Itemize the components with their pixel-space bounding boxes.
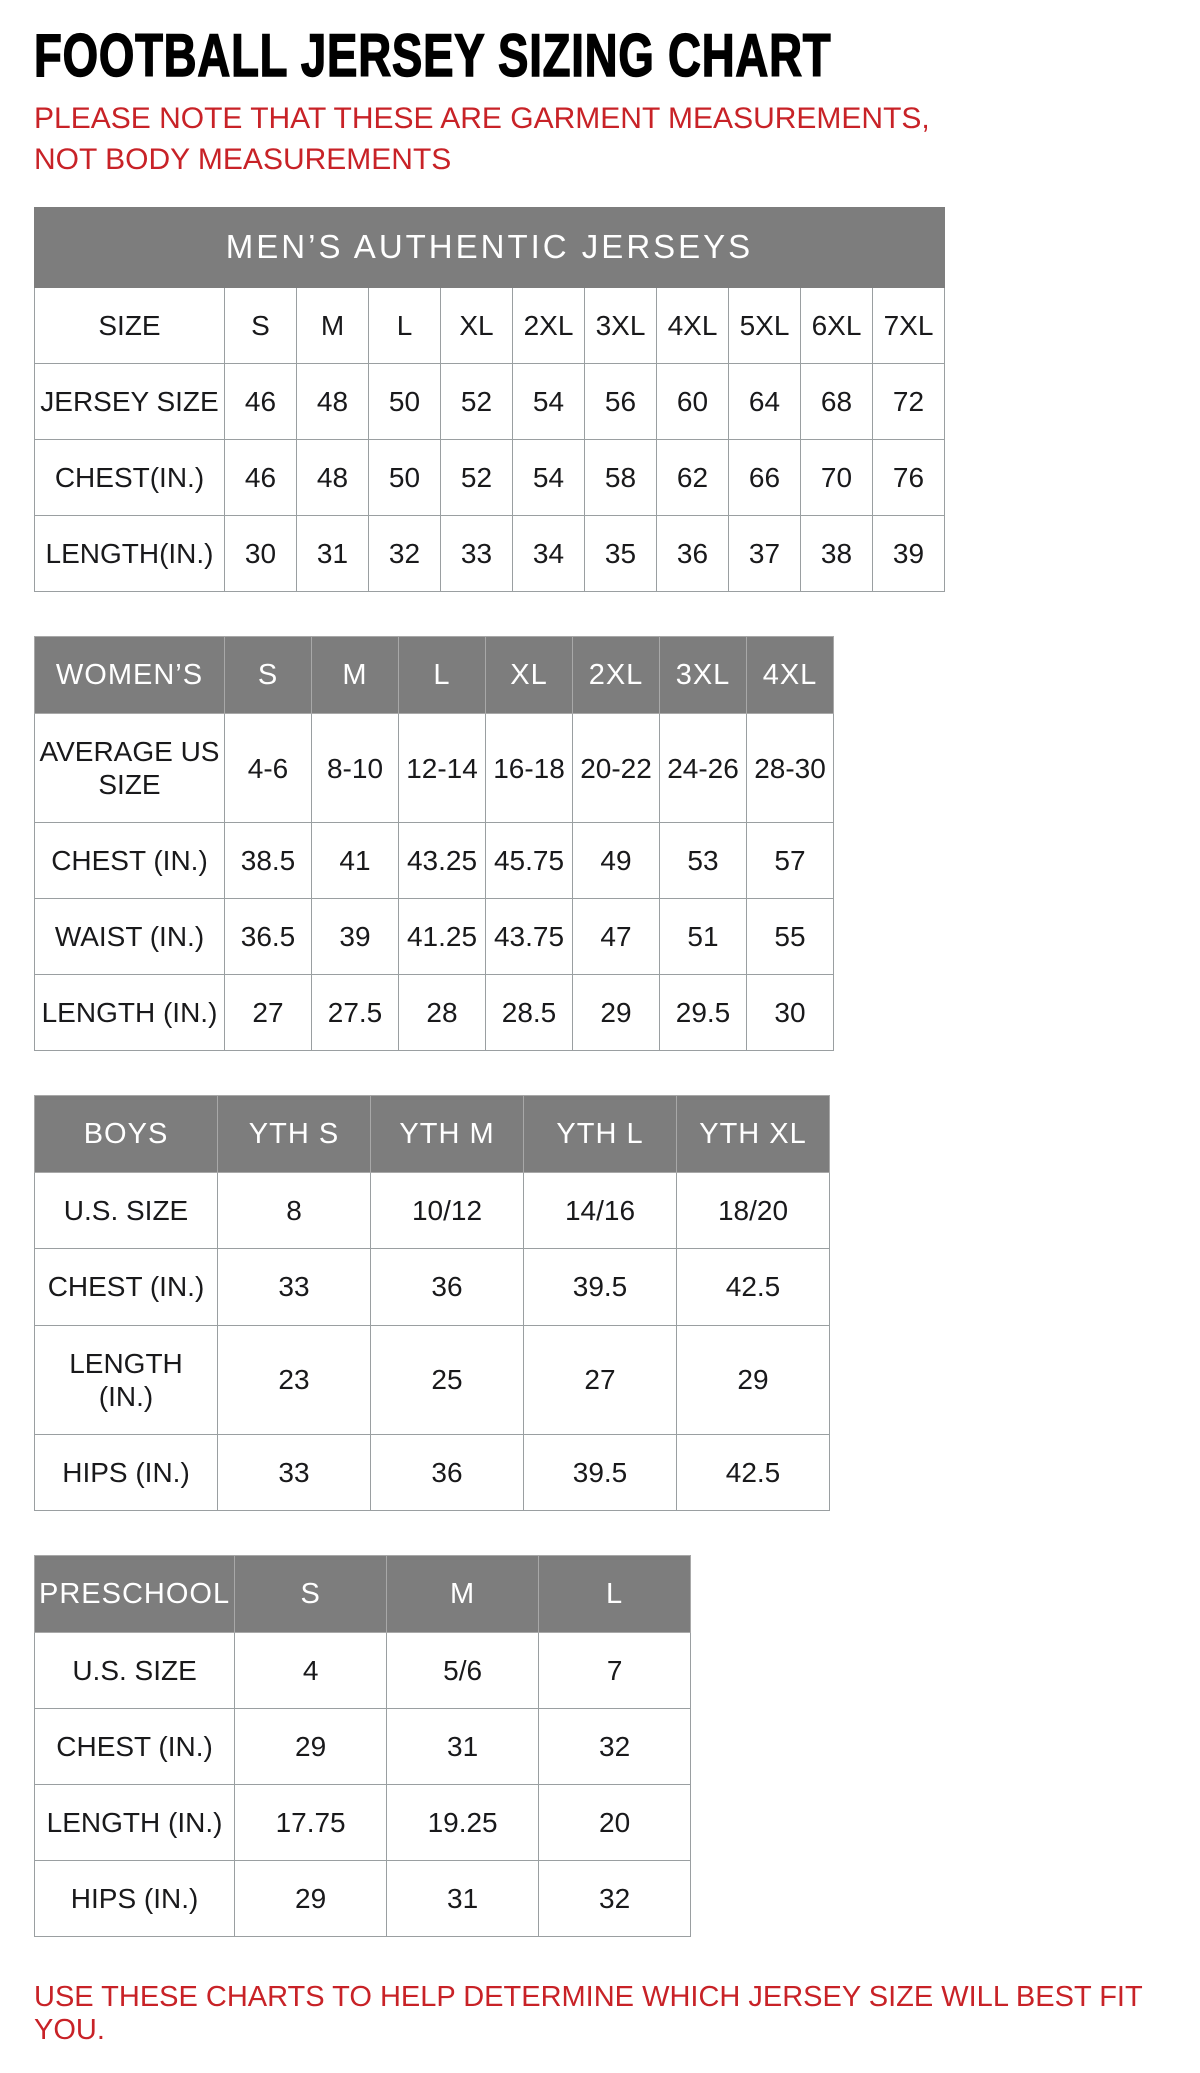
mens-value-cell: 52 (441, 363, 513, 439)
womens-value-cell: 29 (573, 975, 660, 1051)
preschool-value-cell: 29 (235, 1708, 387, 1784)
womens-row-label: LENGTH (IN.) (35, 975, 225, 1051)
preschool-value-cell: 32 (539, 1708, 691, 1784)
womens-value-cell: 57 (747, 823, 834, 899)
boys-row-label: HIPS (IN.) (35, 1434, 218, 1510)
womens-header-cell: 4XL (747, 636, 834, 713)
boys-row-label: U.S. SIZE (35, 1173, 218, 1249)
mens-value-cell: 52 (441, 439, 513, 515)
mens-value-cell: 5XL (729, 287, 801, 363)
womens-value-cell: 43.25 (399, 823, 486, 899)
womens-value-cell: 30 (747, 975, 834, 1051)
boys-value-cell: 23 (218, 1325, 371, 1434)
boys-value-cell: 29 (677, 1325, 830, 1434)
mens-banner: MEN’S AUTHENTIC JERSEYS (35, 207, 945, 287)
boys-row (35, 1325, 830, 1434)
boys-value-cell: 39.5 (524, 1249, 677, 1325)
womens-value-cell: 28 (399, 975, 486, 1051)
mens-value-cell: 36 (657, 515, 729, 591)
womens-value-cell: 49 (573, 823, 660, 899)
womens-value-cell: 47 (573, 899, 660, 975)
mens-value-cell: 56 (585, 363, 657, 439)
womens-header-cell: XL (486, 636, 573, 713)
mens-value-cell: L (369, 287, 441, 363)
womens-header-cell: 2XL (573, 636, 660, 713)
boys-value-cell: 36 (371, 1249, 524, 1325)
mens-value-cell: 34 (513, 515, 585, 591)
mens-value-cell: 32 (369, 515, 441, 591)
mens-value-cell: 50 (369, 439, 441, 515)
mens-value-cell: 35 (585, 515, 657, 591)
preschool-sizing-section (34, 1555, 1172, 1937)
womens-header-row (35, 636, 834, 713)
preschool-value-cell: 31 (387, 1708, 539, 1784)
womens-value-cell: 51 (660, 899, 747, 975)
preschool-header-cell: M (387, 1555, 539, 1632)
preschool-value-cell: 4 (235, 1632, 387, 1708)
preschool-value-cell: 29 (235, 1860, 387, 1936)
preschool-value-cell: 17.75 (235, 1784, 387, 1860)
womens-header-cell: S (225, 636, 312, 713)
mens-row (35, 287, 945, 363)
boys-value-cell: 36 (371, 1434, 524, 1510)
womens-value-cell: 4-6 (225, 714, 312, 823)
boys-row (35, 1434, 830, 1510)
mens-value-cell: M (297, 287, 369, 363)
preschool-row (35, 1860, 691, 1936)
mens-row-label: CHEST(IN.) (35, 439, 225, 515)
boys-value-cell: 39.5 (524, 1434, 677, 1510)
mens-value-cell: 46 (225, 363, 297, 439)
boys-row (35, 1249, 830, 1325)
mens-value-cell: 31 (297, 515, 369, 591)
boys-value-cell: 42.5 (677, 1434, 830, 1510)
mens-authentic-jerseys-section (34, 207, 1172, 592)
mens-value-cell: 38 (801, 515, 873, 591)
womens-row-label: WAIST (IN.) (35, 899, 225, 975)
womens-row (35, 899, 834, 975)
boys-header-cell: BOYS (35, 1096, 218, 1173)
boys-value-cell: 14/16 (524, 1173, 677, 1249)
preschool-value-cell: 7 (539, 1632, 691, 1708)
preschool-value-cell: 20 (539, 1784, 691, 1860)
preschool-value-cell: 19.25 (387, 1784, 539, 1860)
boys-header-cell: YTH M (371, 1096, 524, 1173)
boys-value-cell: 18/20 (677, 1173, 830, 1249)
boys-header-cell: YTH L (524, 1096, 677, 1173)
womens-value-cell: 41 (312, 823, 399, 899)
preschool-table (34, 1555, 691, 1937)
mens-value-cell: 33 (441, 515, 513, 591)
preschool-row-label: LENGTH (IN.) (35, 1784, 235, 1860)
preschool-row-label: CHEST (IN.) (35, 1708, 235, 1784)
mens-value-cell: 68 (801, 363, 873, 439)
fit-advice-note: USE THESE CHARTS TO HELP DETERMINE WHICH JERSEY SIZE WILL BEST FIT YOU. (34, 1980, 1143, 2046)
womens-value-cell: 29.5 (660, 975, 747, 1051)
boys-row-label: CHEST (IN.) (35, 1249, 218, 1325)
womens-row (35, 714, 834, 823)
womens-row (35, 823, 834, 899)
womens-row (35, 975, 834, 1051)
boys-value-cell: 10/12 (371, 1173, 524, 1249)
preschool-header-row (35, 1555, 691, 1632)
garment-measurements-note: PLEASE NOTE THAT THESE ARE GARMENT MEASUREMENTS, NOT BODY MEASUREMENTS (34, 102, 930, 177)
mens-value-cell: 66 (729, 439, 801, 515)
mens-value-cell: 70 (801, 439, 873, 515)
page-title: FOOTBALL JERSEY SIZING CHART (34, 22, 832, 89)
womens-row-label: CHEST (IN.) (35, 823, 225, 899)
mens-value-cell: 48 (297, 363, 369, 439)
womens-value-cell: 24-26 (660, 714, 747, 823)
preschool-value-cell: 31 (387, 1860, 539, 1936)
womens-value-cell: 39 (312, 899, 399, 975)
womens-row-label: AVERAGE US SIZE (35, 714, 225, 823)
womens-value-cell: 12-14 (399, 714, 486, 823)
mens-row (35, 363, 945, 439)
womens-value-cell: 41.25 (399, 899, 486, 975)
womens-value-cell: 36.5 (225, 899, 312, 975)
mens-value-cell: 58 (585, 439, 657, 515)
boys-value-cell: 8 (218, 1173, 371, 1249)
mens-value-cell: 46 (225, 439, 297, 515)
mens-value-cell: 2XL (513, 287, 585, 363)
womens-value-cell: 27 (225, 975, 312, 1051)
boys-value-cell: 25 (371, 1325, 524, 1434)
boys-value-cell: 33 (218, 1249, 371, 1325)
boys-row (35, 1173, 830, 1249)
mens-row-label: JERSEY SIZE (35, 363, 225, 439)
mens-value-cell: 7XL (873, 287, 945, 363)
mens-value-cell: 3XL (585, 287, 657, 363)
mens-value-cell: 39 (873, 515, 945, 591)
womens-value-cell: 38.5 (225, 823, 312, 899)
womens-header-cell: WOMEN’S (35, 636, 225, 713)
womens-value-cell: 27.5 (312, 975, 399, 1051)
boys-header-row (35, 1096, 830, 1173)
mens-value-cell: 62 (657, 439, 729, 515)
mens-value-cell: 30 (225, 515, 297, 591)
mens-value-cell: 48 (297, 439, 369, 515)
womens-value-cell: 28.5 (486, 975, 573, 1051)
preschool-row-label: HIPS (IN.) (35, 1860, 235, 1936)
mens-row (35, 439, 945, 515)
womens-sizing-section (34, 636, 1172, 1051)
womens-header-cell: L (399, 636, 486, 713)
preschool-value-cell: 5/6 (387, 1632, 539, 1708)
womens-value-cell: 16-18 (486, 714, 573, 823)
womens-header-cell: 3XL (660, 636, 747, 713)
mens-value-cell: 64 (729, 363, 801, 439)
mens-value-cell: 76 (873, 439, 945, 515)
womens-value-cell: 20-22 (573, 714, 660, 823)
mens-row-label: SIZE (35, 287, 225, 363)
preschool-header-cell: PRESCHOOL (35, 1555, 235, 1632)
boys-value-cell: 33 (218, 1434, 371, 1510)
boys-header-cell: YTH S (218, 1096, 371, 1173)
mens-value-cell: 54 (513, 363, 585, 439)
mens-value-cell: 4XL (657, 287, 729, 363)
boys-header-cell: YTH XL (677, 1096, 830, 1173)
boys-value-cell: 27 (524, 1325, 677, 1434)
preschool-header-cell: L (539, 1555, 691, 1632)
mens-value-cell: 6XL (801, 287, 873, 363)
preschool-header-cell: S (235, 1555, 387, 1632)
boys-row-label: LENGTH (IN.) (35, 1325, 218, 1434)
preschool-row (35, 1708, 691, 1784)
mens-row (35, 515, 945, 591)
mens-value-cell: 72 (873, 363, 945, 439)
womens-value-cell: 28-30 (747, 714, 834, 823)
boys-table (34, 1095, 830, 1510)
mens-value-cell: 54 (513, 439, 585, 515)
womens-value-cell: 43.75 (486, 899, 573, 975)
mens-value-cell: 60 (657, 363, 729, 439)
womens-value-cell: 55 (747, 899, 834, 975)
mens-banner-row (35, 207, 945, 287)
boys-value-cell: 42.5 (677, 1249, 830, 1325)
womens-table (34, 636, 834, 1051)
womens-value-cell: 8-10 (312, 714, 399, 823)
mens-value-cell: 37 (729, 515, 801, 591)
mens-row-label: LENGTH(IN.) (35, 515, 225, 591)
mens-table (34, 207, 945, 592)
mens-value-cell: XL (441, 287, 513, 363)
boys-sizing-section (34, 1095, 1172, 1510)
womens-header-cell: M (312, 636, 399, 713)
mens-value-cell: 50 (369, 363, 441, 439)
womens-value-cell: 53 (660, 823, 747, 899)
mens-value-cell: S (225, 287, 297, 363)
preschool-row (35, 1784, 691, 1860)
preschool-row-label: U.S. SIZE (35, 1632, 235, 1708)
preschool-value-cell: 32 (539, 1860, 691, 1936)
preschool-row (35, 1632, 691, 1708)
womens-value-cell: 45.75 (486, 823, 573, 899)
